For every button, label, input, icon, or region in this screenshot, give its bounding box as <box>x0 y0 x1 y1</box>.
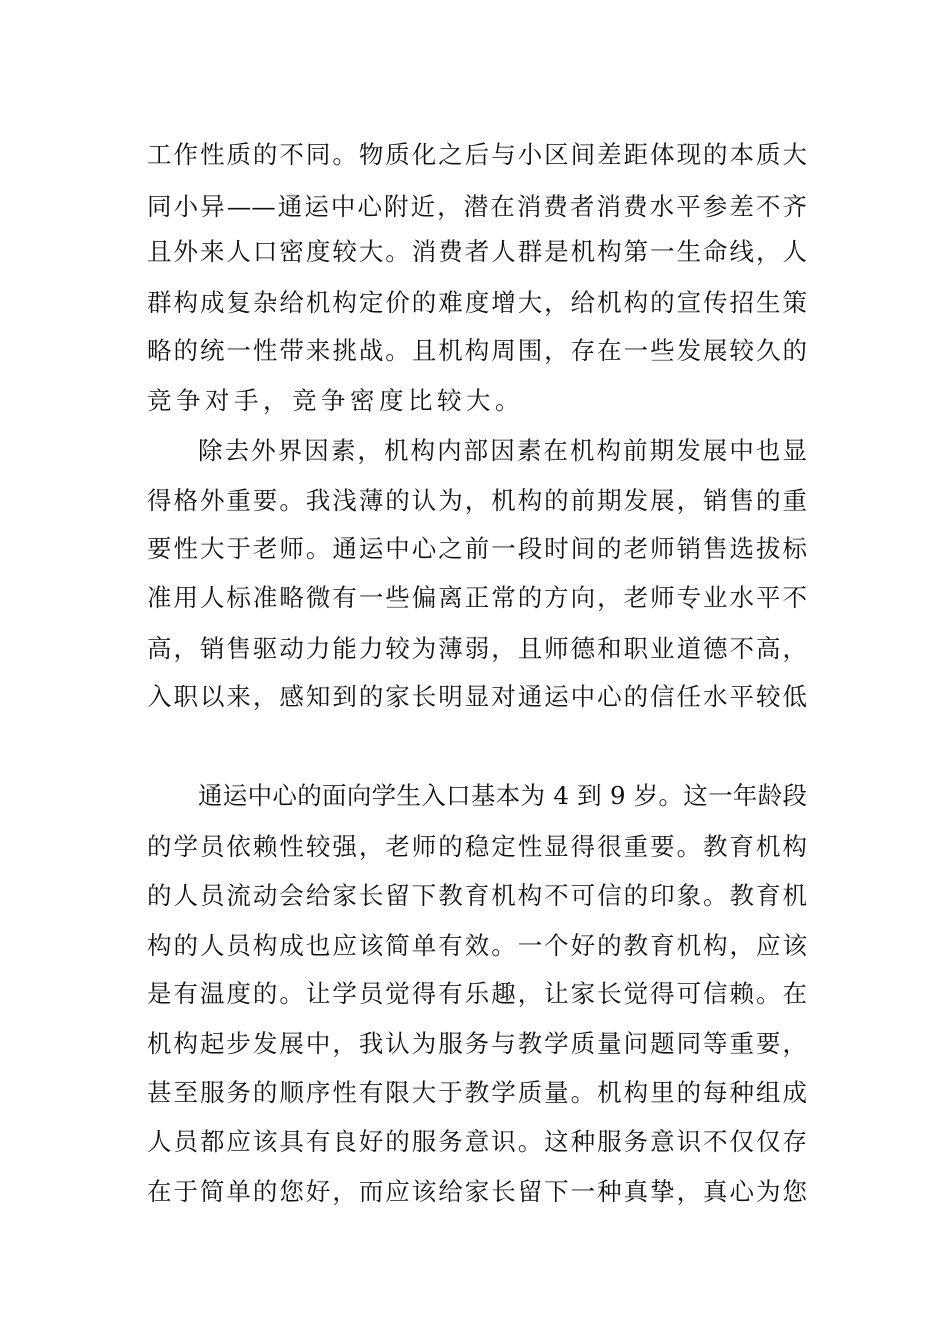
text-line: 除去外界因素，机构内部因素在机构前期发展中也显 <box>198 436 807 465</box>
text-line: 工作性质的不同。物质化之后与小区间差距体现的本质大 <box>147 140 807 169</box>
text-line: 人员都应该具有良好的服务意识。这种服务意识不仅仅存 <box>147 1127 807 1156</box>
text-line: 的人员流动会给家长留下教育机构不可信的印象。教育机 <box>147 881 807 910</box>
text-line: 入职以来，感知到的家长明显对通运中心的信任水平较低 <box>147 682 807 711</box>
text-line: 在于简单的您好，而应该给家长留下一种真挚，真心为您 <box>147 1177 807 1206</box>
text-line: 得格外重要。我浅薄的认为，机构的前期发展，销售的重 <box>147 486 807 515</box>
text-line: 竞争对手，竞争密度比较大。 <box>147 386 524 415</box>
text-line: 且外来人口密度较大。消费者人群是机构第一生命线，人 <box>147 237 807 266</box>
text-line: 群构成复杂给机构定价的难度增大，给机构的宣传招生策 <box>147 288 807 317</box>
text-line: 是有温度的。让学员觉得有乐趣，让家长觉得可信赖。在 <box>147 979 807 1008</box>
text-line: 高，销售驱动力能力较为薄弱，且师德和职业道德不高， <box>147 634 807 663</box>
text-line: 同小异——通运中心附近，潜在消费者消费水平参差不齐 <box>147 192 807 221</box>
text-line: 甚至服务的顺序性有限大于教学质量。机构里的每种组成 <box>147 1078 807 1107</box>
text-line: 通运中心的面向学生入口基本为 4 到 9 岁。这一年龄段 <box>198 781 807 810</box>
text-line: 构的人员构成也应该简单有效。一个好的教育机构，应该 <box>147 931 807 960</box>
text-line: 略的统一性带来挑战。且机构周围，存在一些发展较久的 <box>147 336 807 365</box>
text-line: 准用人标准略微有一些偏离正常的方向，老师专业水平不 <box>147 583 807 612</box>
text-line: 机构起步发展中，我认为服务与教学质量问题同等重要， <box>147 1029 807 1058</box>
text-line: 的学员依赖性较强，老师的稳定性显得很重要。教育机构 <box>147 832 807 861</box>
text-line: 要性大于老师。通运中心之前一段时间的老师销售选拔标 <box>147 534 807 563</box>
